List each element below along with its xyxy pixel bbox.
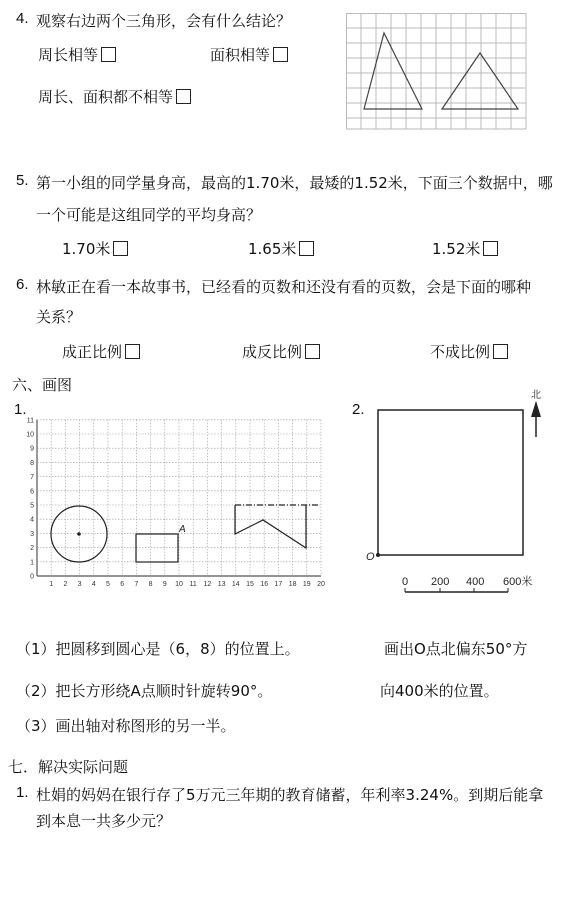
task-2: （2）把长方形绕A点顺时针旋转90°。	[16, 682, 273, 700]
rectangle-shape	[136, 534, 178, 562]
y-tick-label: 4	[30, 516, 34, 524]
circle-center-dot	[77, 532, 81, 536]
x-tick-label: 11	[189, 581, 197, 588]
y-tick-label: 1	[30, 559, 34, 567]
map-task-line2: 向400米的位置。	[380, 682, 499, 700]
x-tick-label: 19	[302, 581, 311, 588]
q6-text-line1: 林敏正在看一本故事书，已经看的页数和还没有看的页数，会是下面的哪种	[36, 278, 532, 296]
y-tick-label: 3	[30, 530, 34, 538]
coordinate-grid-figure	[0, 410, 340, 590]
task-3: （3）画出轴对称图形的另一半。	[16, 717, 236, 735]
triangle-left	[364, 33, 422, 109]
q6-option-2-label: 成反比例	[242, 343, 303, 361]
map-task-line1: 画出O点北偏东50°方	[384, 640, 528, 658]
origin-label: O	[366, 551, 375, 563]
q5-option-1-checkbox[interactable]	[113, 241, 128, 256]
origin-point	[376, 553, 380, 557]
y-axis-ticks	[26, 417, 34, 580]
q6-option-3-checkbox[interactable]	[493, 344, 508, 359]
x-tick-label: 1	[49, 581, 54, 588]
q4-option-3-checkbox[interactable]	[176, 89, 191, 104]
scale-bar	[405, 588, 508, 592]
x-tick-label: 2	[63, 581, 68, 588]
q4-option-1-checkbox[interactable]	[101, 47, 116, 62]
map-figure	[360, 385, 550, 600]
q6-number: 6.	[16, 276, 29, 293]
x-tick-label: 8	[148, 581, 153, 588]
x-tick-label: 3	[77, 581, 82, 588]
y-tick-label: 6	[30, 488, 34, 496]
q4-option-3[interactable]	[38, 86, 191, 107]
q5-option-1-label: 1.70米	[62, 240, 111, 258]
x-tick-label: 7	[134, 581, 139, 588]
q4-option-3-label: 周长、面积都不相等	[38, 88, 174, 106]
point-a-label: A	[179, 524, 186, 535]
q4-option-1-label: 周长相等	[38, 46, 99, 64]
q6-option-2[interactable]	[242, 341, 320, 362]
q6-option-2-checkbox[interactable]	[305, 344, 320, 359]
x-tick-label: 9	[162, 581, 167, 588]
y-tick-label: 2	[30, 545, 34, 553]
x-tick-label: 18	[288, 581, 297, 588]
triangle-right	[442, 53, 518, 109]
q6-option-1[interactable]	[62, 341, 140, 362]
q4-option-2-label: 面积相等	[210, 46, 271, 64]
q6-option-1-checkbox[interactable]	[125, 344, 140, 359]
half-shape	[235, 505, 306, 548]
north-label: 北	[531, 390, 541, 401]
s7-q1-line2: 到本息一共多少元？	[36, 812, 172, 830]
y-tick-label: 9	[30, 445, 34, 453]
y-tick-label: 7	[30, 474, 34, 482]
x-axis-ticks	[49, 581, 325, 588]
x-tick-label: 16	[260, 581, 269, 588]
scale-label-600: 600米	[503, 576, 533, 588]
y-tick-label: 0	[30, 573, 34, 581]
x-tick-label: 17	[274, 581, 283, 588]
q5-option-2-label: 1.65米	[248, 240, 297, 258]
x-tick-label: 13	[217, 581, 226, 588]
map-square	[378, 410, 523, 555]
y-tick-label: 11	[26, 417, 34, 425]
scale-label-400: 400	[466, 576, 485, 588]
q5-option-3[interactable]	[432, 238, 498, 259]
q6-option-1-label: 成正比例	[62, 343, 123, 361]
y-tick-label: 8	[30, 459, 34, 467]
q4-number: 4.	[16, 10, 29, 27]
q6-text-line2: 关系？	[36, 308, 82, 326]
q6-option-3-label: 不成比例	[430, 343, 491, 361]
q5-option-3-label: 1.52米	[432, 240, 481, 258]
q5-option-1[interactable]	[62, 238, 128, 259]
x-tick-label: 14	[231, 581, 240, 588]
q4-text: 观察右边两个三角形，会有什么结论？	[36, 12, 292, 30]
s7-q1-line1: 杜娟的妈妈在银行存了5万元三年期的教育储蓄，年利率3.24%。到期后能拿	[36, 786, 544, 804]
figure2-label: 2.	[352, 401, 365, 418]
q6-option-3[interactable]	[430, 341, 508, 362]
x-tick-label: 5	[106, 581, 110, 588]
scale-label-0: 0	[402, 576, 409, 588]
q5-option-2[interactable]	[248, 238, 314, 259]
q4-option-2-checkbox[interactable]	[273, 47, 288, 62]
scale-label-200: 200	[431, 576, 450, 588]
coordinate-grid-lines	[37, 420, 321, 576]
q5-option-3-checkbox[interactable]	[483, 241, 498, 256]
y-tick-label: 10	[26, 431, 34, 439]
section7-title: 七．解决实际问题	[8, 758, 129, 776]
triangles-grid	[346, 13, 526, 129]
q5-option-2-checkbox[interactable]	[299, 241, 314, 256]
x-tick-label: 12	[203, 581, 212, 588]
q5-number: 5.	[16, 172, 29, 189]
s7-q1-number: 1.	[16, 784, 29, 801]
x-tick-label: 6	[120, 581, 125, 588]
x-tick-label: 10	[175, 581, 183, 588]
q5-text-line2: 一个可能是这组同学的平均身高？	[36, 206, 262, 224]
section6-title: 六、画图	[12, 376, 73, 394]
triangles-figure	[346, 13, 536, 131]
figure1-label: 1.	[14, 401, 27, 418]
north-arrow-icon	[531, 401, 541, 437]
x-tick-label: 15	[246, 581, 254, 588]
task-1: （1）把圆移到圆心是（6，8）的位置上。	[16, 640, 300, 658]
x-tick-label: 4	[91, 581, 96, 588]
y-tick-label: 5	[30, 502, 34, 510]
q4-option-2[interactable]	[210, 44, 288, 65]
q5-text-line1: 第一小组的同学量身高，最高的1.70米，最矮的1.52米，下面三个数据中，哪	[36, 174, 553, 192]
x-tick-label: 20	[317, 581, 325, 588]
q4-option-1[interactable]	[38, 44, 116, 65]
